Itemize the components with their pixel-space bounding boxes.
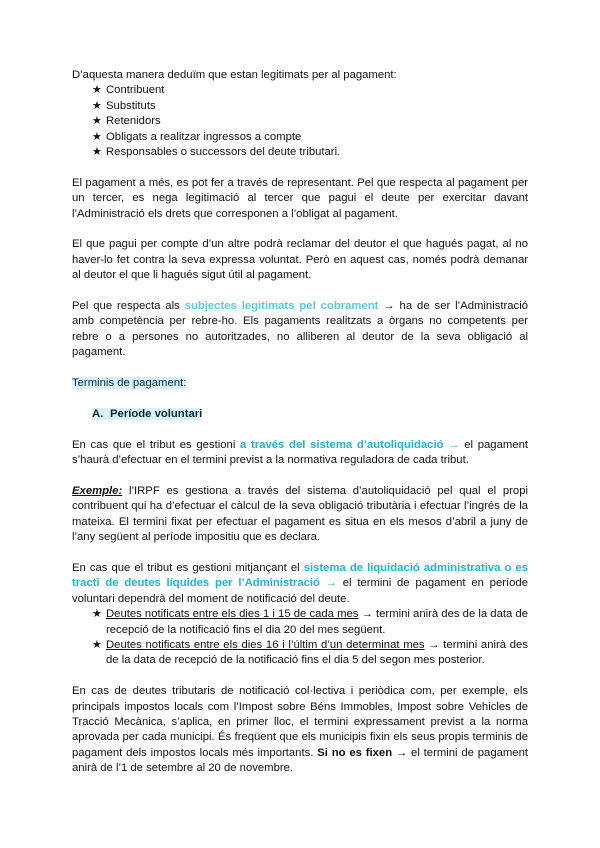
list-item: ★ Contribuent: [92, 83, 528, 98]
terminis-heading: Terminis de pagament:: [72, 377, 187, 390]
intro-paragraph: D’aquesta manera deduïm que estan legitimats per al pagament:: [72, 69, 397, 81]
representant-paragraph: El pagament a més, es pot fer a través de representant. Pel que respecta al pagament per un tercer, es nega legitimació al tercer que pagui el deute per exercitar davant l’Administració els drets que corresponen a l’obligat al pagament.: [72, 176, 528, 220]
list-item: ★ Retenidors: [92, 114, 528, 129]
notificacio-collectiva-paragraph: En cas de deutes tributaris de notificació col·lectiva i periòdica com, per exemple, els principals impostos locals com l’Impost sobre Béns Immobles, Impost sobre Vehicles de Tracció Mecànica, s’aplica, en primer lloc, el termini expressament previst a la norma aprovada per cada municipi. És freqüent que els municipis fixin els seus propis terminis de pagament dels impostos locals més importants. Si no es fixen → el termini de pagament anirà de l’1 de setembre al 20 de novembre.: [72, 685, 528, 775]
highlight-autoliquidacio: a través del sistema d’autoliquidació →: [240, 438, 460, 451]
autoliquidacio-paragraph: En cas que el tribut es gestioni a través del sistema d’autoliquidació → el pagament s’haurà d’efectuar en el termini previst a la normativa reguladora de cada tribut.: [72, 438, 528, 467]
document-body: [72, 68, 528, 777]
list-item: ★ Deutes notificats entre els dies 1 i 15 de cada mes → termini anirà des de la data de recepció de la notificació fins el dia 20 del mes següent.: [92, 607, 528, 638]
list-item: ★ Responsables o successors del deute tributari.: [92, 145, 528, 160]
exemple-label: Exemple:: [72, 484, 123, 497]
list-item: ★ Obligats a realitzar ingressos a compte: [92, 130, 528, 145]
highlight-liquidacio: sistema de liquidació administrativa o es tracti de deutes líquides per l’Administració →: [72, 561, 528, 590]
section-a-heading: A. Període voluntari: [92, 407, 203, 420]
liquidacio-paragraph: En cas que el tribut es gestioni mitjançant el sistema de liquidació administrativa o es tracti de deutes líquides per l’Administració → el termini de pagament en període voluntari dependrà del moment de notificació del deute.: [72, 561, 528, 605]
list-item: ★ Deutes notificats entre els dies 16 i l’últim d’un determinat mes → termini anirà des de la data de recepció de la notificació fins el dia 5 del segon mes posterior.: [92, 638, 528, 669]
tercer-paragraph: El que pagui per compte d’un altre podrà reclamar del deutor el que hagués pagat, al no haver-lo fet contra la seva expressa voluntat. Però en aquest cas, només podrà demanar al deutor el que li hagués sigut útil al pagament.: [72, 238, 528, 282]
list-item: ★ Substituts: [92, 99, 528, 114]
cobrament-paragraph: Pel que respecta als subjectes legitimats pel cobrament → ha de ser l’Administració amb competència per rebre-ho. Els pagaments realitzats a òrgans no competents per rebre o a persones no autoritzades, no alliberen al deutor de la seva obligació al pagament.: [72, 300, 528, 359]
legitimats-list: [72, 83, 528, 160]
highlight-subjectes: subjectes legitimats pel cobrament: [184, 300, 379, 313]
exemple-paragraph: Exemple: l’IRPF es gestiona a través del sistema d’autoliquidació pel qual el propi contribuent qui ha d’efectuar el càlcul de la seva obligació tributària i efectuar l’ingrés de la mateixa. El termini fixat per efectuar el pagament es situa en els mesos d’abril a juny de l’any següent al període impositiu que es declara.: [72, 484, 528, 544]
deutes-list: [72, 607, 528, 669]
